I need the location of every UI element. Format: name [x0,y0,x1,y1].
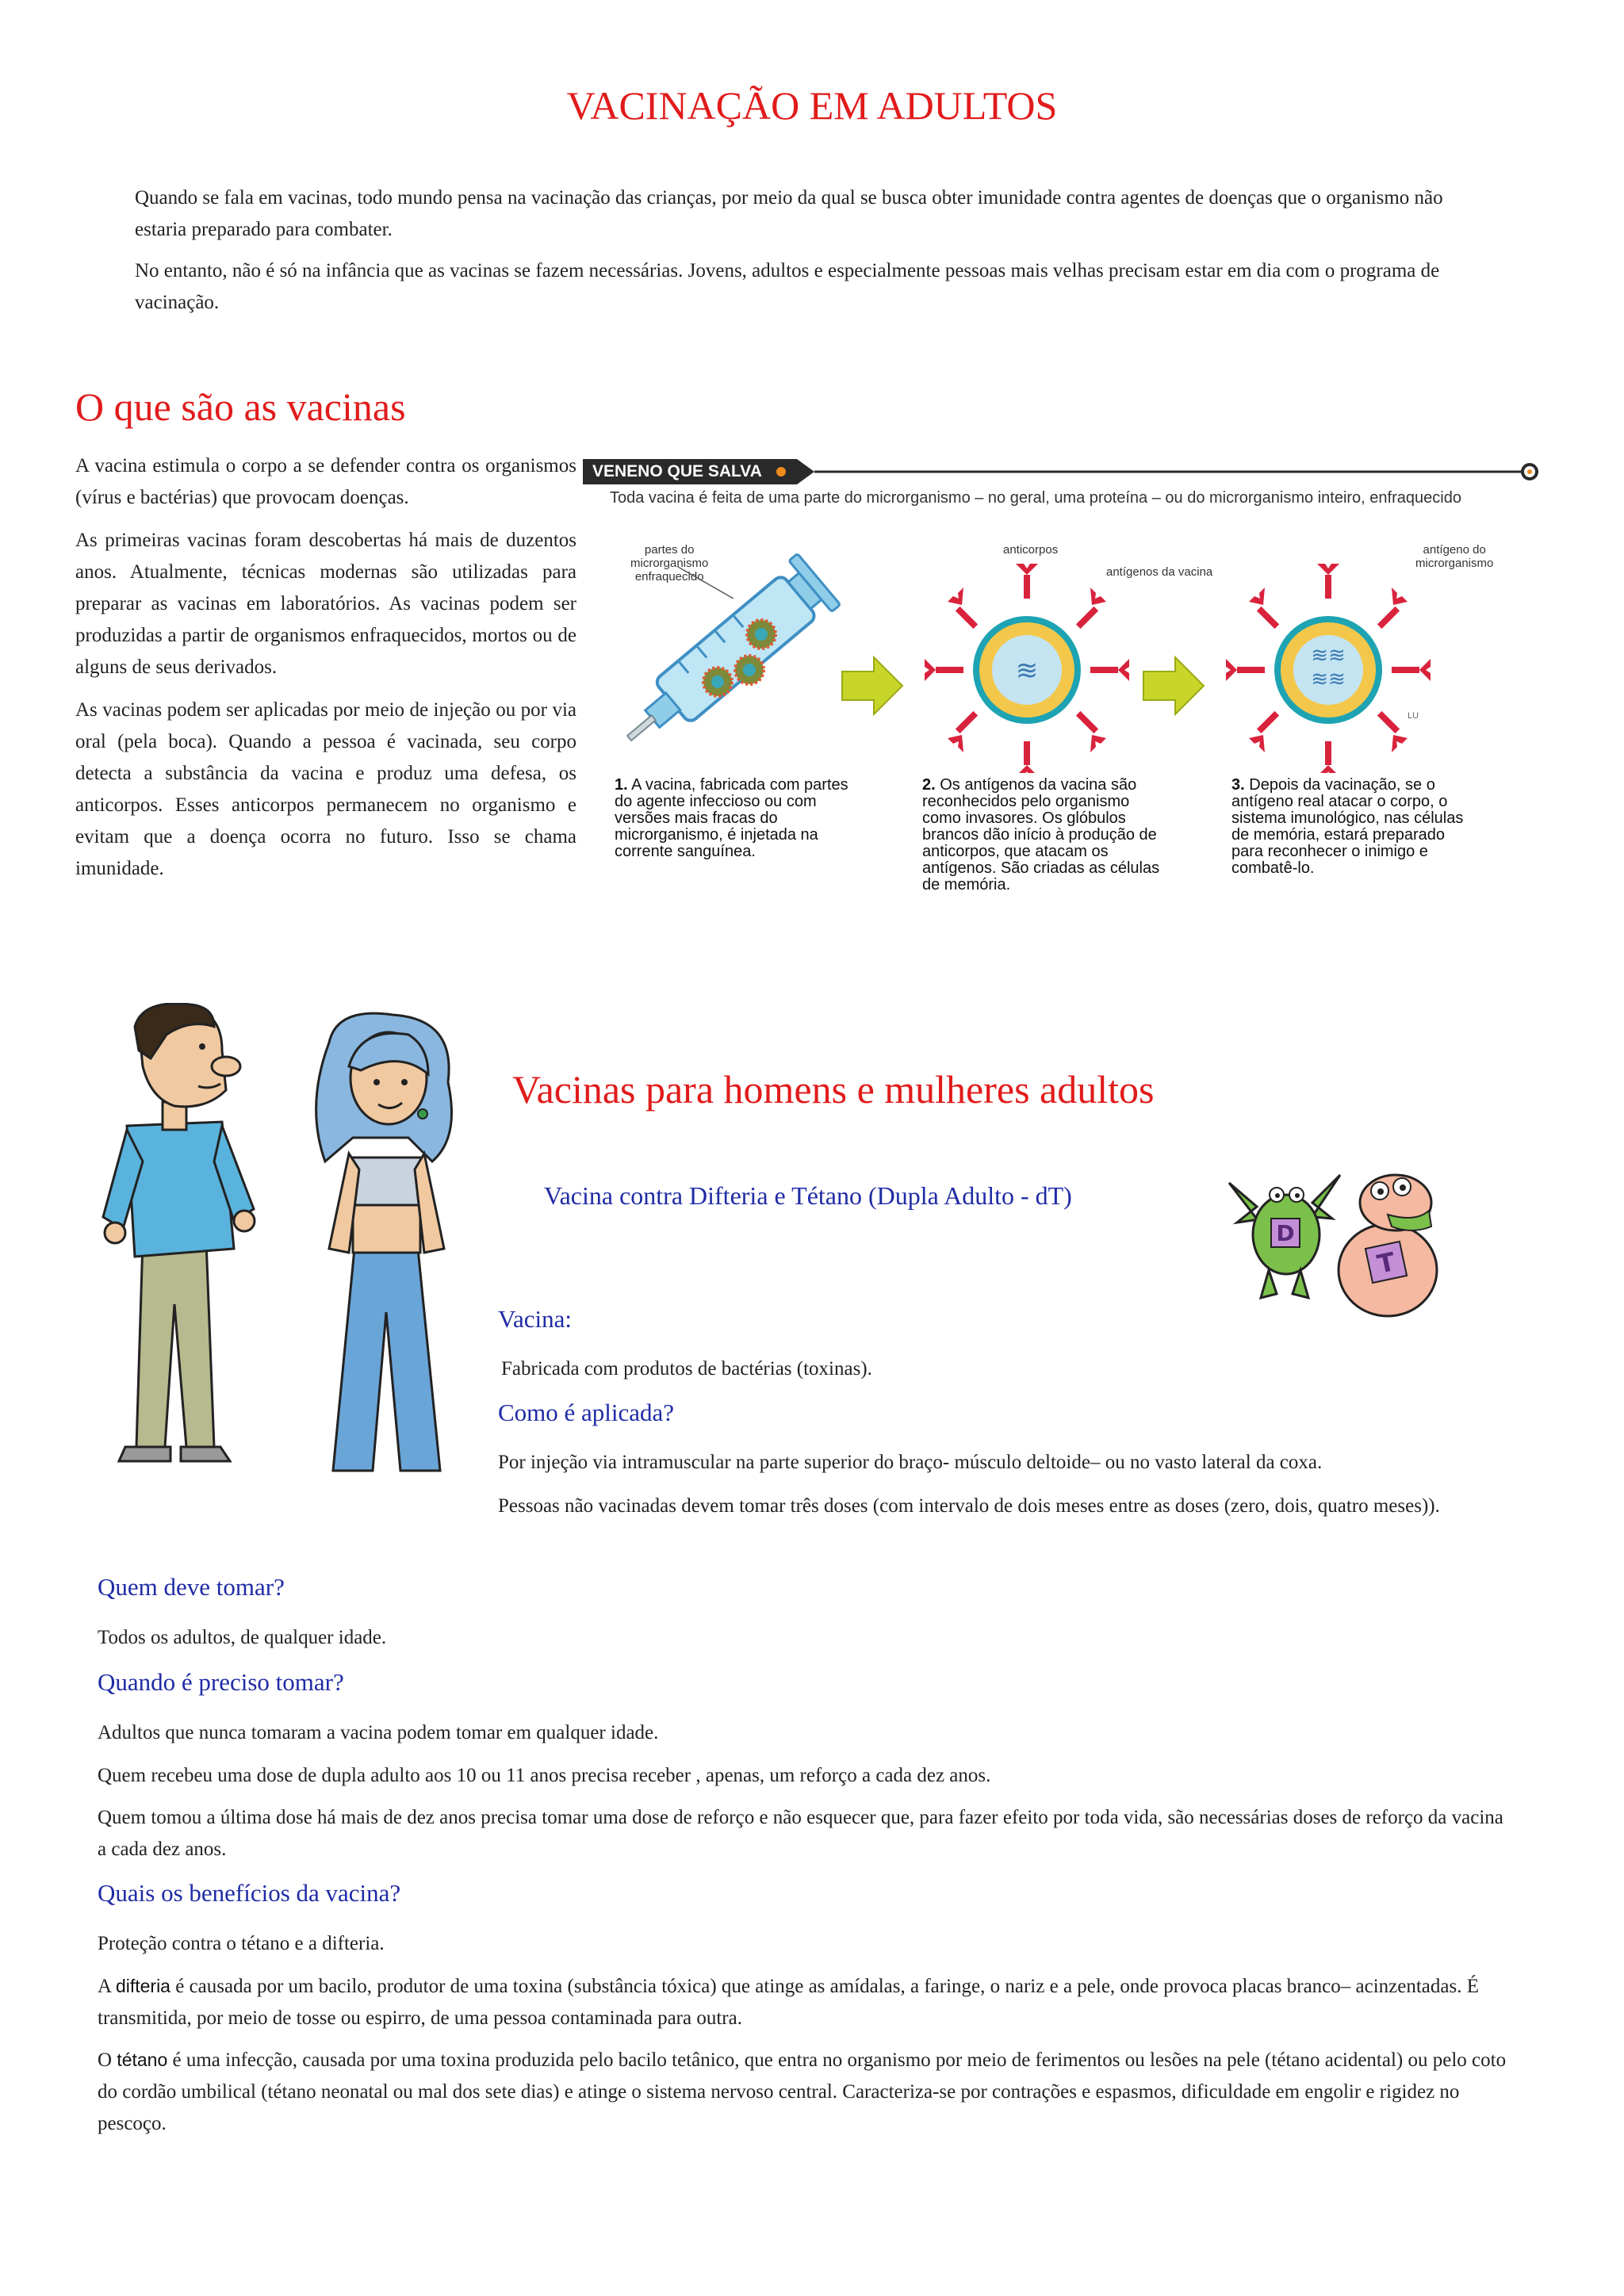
section-title-adult-vaccines: Vacinas para homens e mulheres adultos [512,1067,1155,1112]
difteria-prefix: A [98,1976,116,1997]
infographic-subtitle: Toda vacina é feita de uma parte do microrganismo – no geral, uma proteína – ou do microrganismo inteiro, enfraquecido [610,489,1461,507]
quando-text-1: Adultos que nunca tomaram a vacina podem tomar em qualquer idade. [98,1722,659,1743]
svg-text:≋: ≋ [1015,655,1039,687]
tetano-paragraph [98,2044,1525,2140]
arrow-right-icon [841,654,904,718]
infographic-credit: LU [1408,711,1419,721]
tetano-prefix: O [98,2049,117,2071]
label-parts-line-2: microrganismo [630,557,709,570]
infographic-banner-title: VENENO QUE SALVA [592,462,762,480]
arrow-right-icon-2 [1142,654,1205,718]
heading-quem-deve-tomar: Quem deve tomar? [98,1573,285,1601]
heading-beneficios: Quais os benefícios da vacina? [98,1879,401,1907]
syringe-illustration [599,535,860,765]
label-parts-line-3: enfraquecido [634,570,704,584]
monster-t-letter: T [1374,1246,1398,1280]
beneficios-text: Proteção contra o tétano e a difteria. [98,1933,385,1954]
como-text-1: Por injeção via intramuscular na parte superior do braço- músculo deltoide– ou no vasto lateral da coxa. [498,1452,1323,1473]
step-1-text: A vacina, fabricada com partes do agente infeccioso ou com versões mais fracas do microrganismo, é injetada na corrente sanguínea. [615,776,848,860]
memory-cell-illustration [1217,551,1439,773]
section-title-vaccines: O que são as vacinas [75,385,406,429]
difteria-paragraph [98,1970,1501,2034]
tetano-word: tétano [117,2049,168,2070]
difteria-word: difteria [115,1976,170,1996]
quando-text-3: Quem tomou a última dose há mais de dez anos precisa tomar uma dose de reforço e não esquecer que, para fazer efeito por toda vida, são necessárias doses de reforço da vacina a cada dez anos. [98,1807,1503,1860]
step-1-caption [615,777,852,860]
cartoon-man-illustration [95,1003,278,1471]
como-text-2: Pessoas não vacinadas devem tomar três doses (com intervalo de dois meses entre as doses (zero, dois, quatro meses)). [498,1495,1440,1517]
quem-text: Todos os adultos, de qualquer idade. [98,1627,387,1648]
label-antibodies: anticorpos [1003,543,1059,557]
section1-paragraph-2: As primeiras vacinas foram descobertas há mais de duzentos anos. Atualmente, técnicas modernas são utilizadas para preparar as vacinas em laboratórios. As vacinas podem ser produzidas a partir de organismos enfraquecidos, mortos ou de alguns de seus derivados. [75,530,576,678]
heading-vacina: Vacina: [498,1305,572,1333]
step-2-text: Os antígenos da vacina são reconhecidos pelo organismo como invasores. Os glóbulos brancos dão início à produção de anticorpos, que atacam os antígenos. São criadas as células de memória. [922,776,1160,894]
infographic [583,456,1542,908]
antibody-virus-illustration [916,551,1138,773]
quando-text-2: Quem recebeu uma dose de dupla adulto aos 10 ou 11 anos precisa receber , apenas, um reforço a cada dez anos. [98,1765,991,1786]
section1-paragraph-3: As vacinas podem ser aplicadas por meio de injeção ou por via oral (pela boca). Quando a pessoa é vacinada, seu corpo detecta a substância da vacina e produz uma defesa, os anticorpos. Esses anticorpos permanecem no organismo e evitam que a doença ocorra no futuro. Isso se chama imunidade. [75,699,576,879]
label-microbe-antigen-line-1: antígeno do [1423,543,1486,557]
heading-como-aplicada: Como é aplicada? [498,1399,675,1426]
heading-quando-tomar: Quando é preciso tomar? [98,1668,344,1696]
step-1-number: 1. [615,776,628,794]
svg-text:≋≋: ≋≋ [1311,668,1346,691]
cartoon-woman-illustration [305,1011,472,1487]
section1-text [75,450,576,885]
label-parts-line-1: partes do [644,543,695,557]
step-3-caption [1231,777,1477,877]
step-3-text: Depois da vacinação, se o antígeno real atacar o corpo, o sistema imunológico, nas células de memória, estará preparado para reconhecer o inimigo e combatê-lo. [1231,776,1464,877]
step-2-number: 2. [922,776,936,794]
intro-paragraph-2: No entanto, não é só na infância que as vacinas se fazem necessárias. Jovens, adultos e especialmente pessoas mais velhas precisam estar em dia com o programa de vacinação. [135,260,1440,313]
intro-paragraph-1: Quando se fala em vacinas, todo mundo pensa na vacinação das crianças, por meio da qual se busca obter imunidade contra agentes de doenças que o organismo não estaria preparado para combater. [135,187,1443,240]
section1-paragraph-1: A vacina estimula o corpo a se defender contra os organismos (vírus e bactérias) que provocam doenças. [75,455,576,508]
svg-text:≋≋: ≋≋ [1311,644,1346,668]
step-2-caption [922,777,1160,894]
label-microbe-antigen-line-2: microrganismo [1415,557,1494,570]
monster-d-letter: D [1276,1220,1295,1246]
label-vaccine-antigens: antígenos da vacina [1106,565,1213,579]
step-3-number: 3. [1231,776,1245,794]
difteria-description: é causada por um bacilo, produtor de uma toxina (substância tóxica) que atinge as amídalas, a faringe, o nariz e a pele, onde provoca placas branco– acinzentadas. É transmitida, por meio de tosse ou espirro, de uma pessoa contaminada para outra. [98,1976,1479,2029]
vacina-text: Fabricada com produtos de bactérias (toxinas). [501,1358,872,1380]
monsters-dt-illustration [1221,1159,1451,1326]
tetano-description: é uma infecção, causada por uma toxina produzida pelo bacilo tetânico, que entra no organismo por meio de ferimentos ou lesões na pele (tétano acidental) ou pelo coto do cordão umbilical (tétano neonatal ou mal dos sete dias) e atinge o sistema nervoso central. Caracteriza-se por contrações e espasmos, dificuldade em engolir e rigidez no pescoço. [98,2049,1507,2134]
page-title: VACINAÇÃO EM ADULTOS [566,83,1058,128]
vaccine-name: Vacina contra Difteria e Tétano (Dupla Adulto - dT) [544,1181,1072,1210]
